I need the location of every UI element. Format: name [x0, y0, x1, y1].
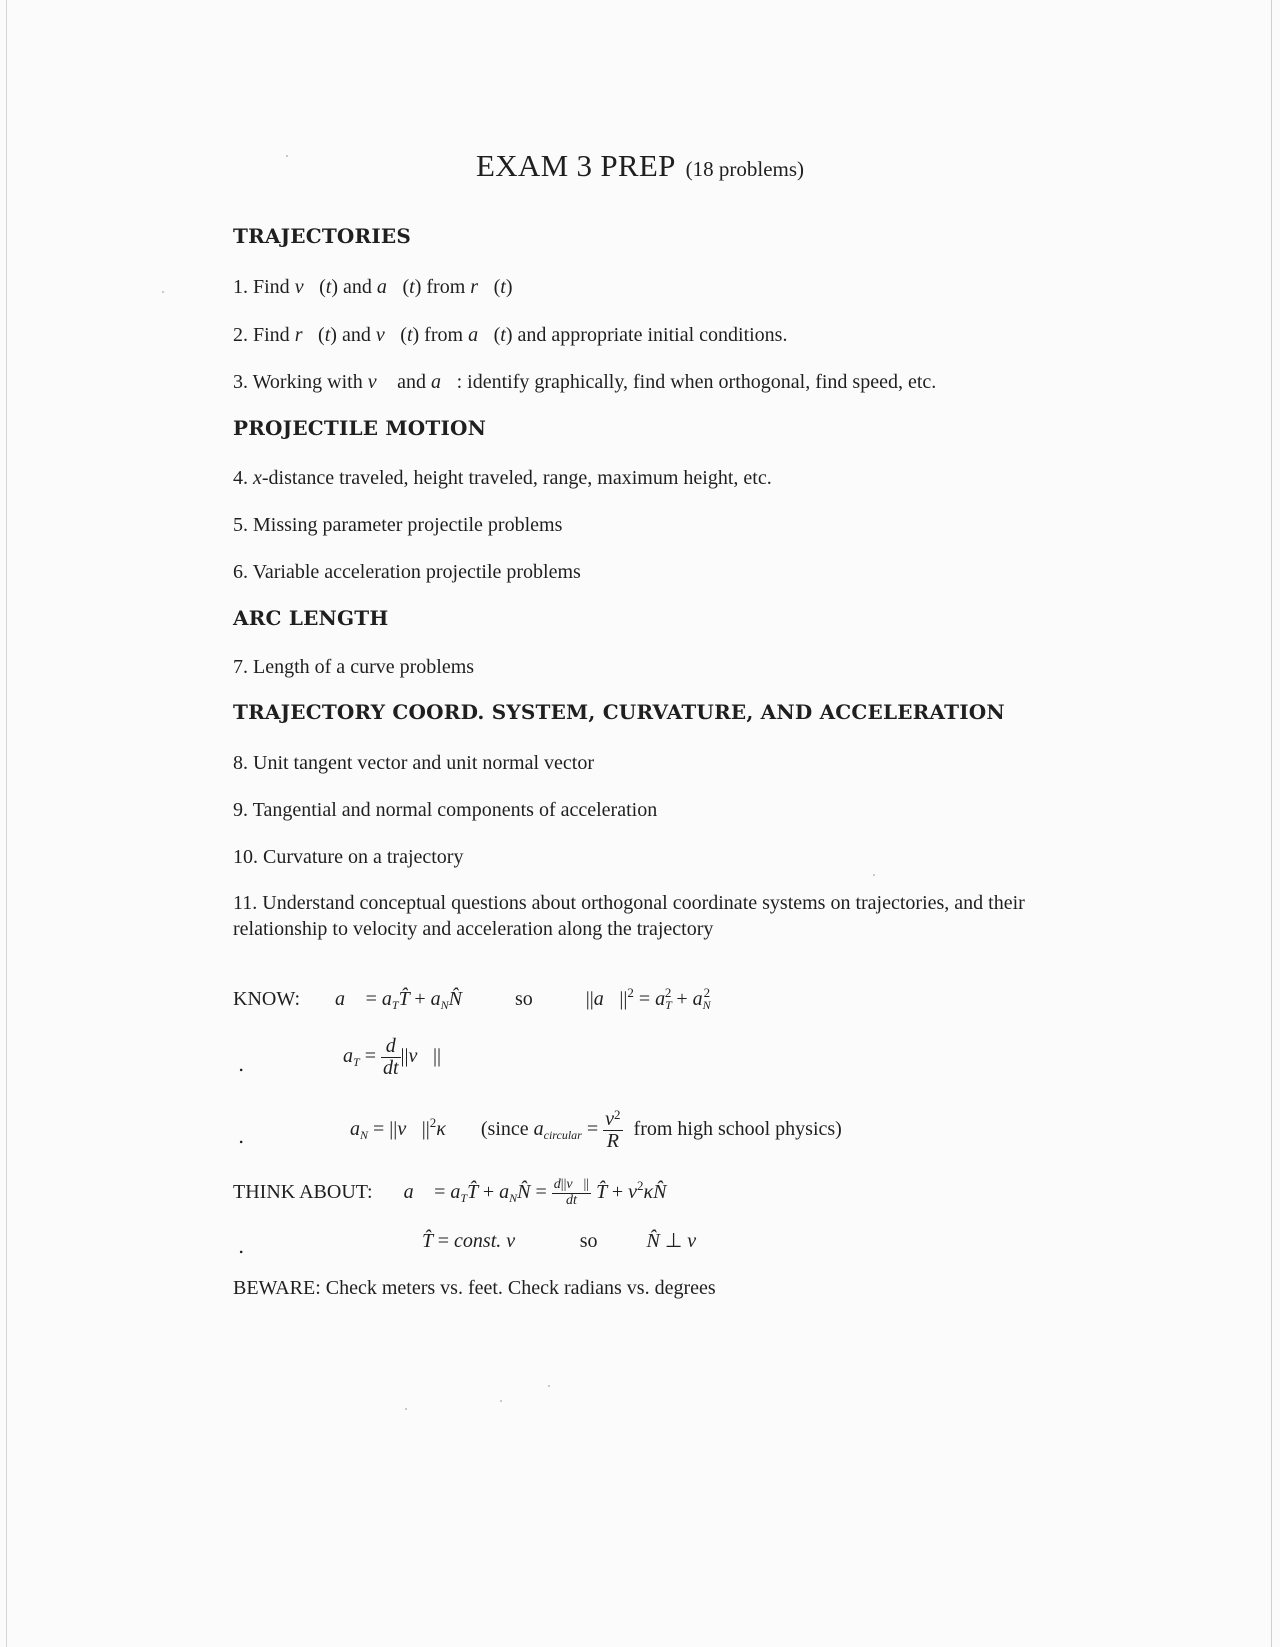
heading-arc-length: ARC LENGTH: [233, 606, 389, 630]
know-line-1: KNOW: a⃗ = $a_TT̂$ + $a_NN̂$ so $||a⃗||^2 = a_T^2 + a_N^2$: [233, 985, 711, 1012]
accel-decomposition: a⃗ = $a_TT̂$ + $a_NN̂$: [335, 988, 462, 1012]
heading-coord-system: TRAJECTORY COORD. SYSTEM, CURVATURE, AND ACCELERATION: [233, 700, 1005, 724]
item-10: 10. Curvature on a trajectory: [233, 846, 464, 868]
item-5: 5. Missing parameter projectile problems: [233, 514, 563, 536]
know-line-3: $a_N$ = $||v⃗||^2\kappa$ (since $a_{circular}$ = $\frac{v^2}{R}$ from high school physics): [350, 1107, 842, 1152]
bullet-dot: .: [238, 1124, 245, 1148]
know-line-2: $a_T$ = $\frac{d}{dt}$ ||v⃗||: [343, 1035, 441, 1079]
know-label: KNOW:: [233, 988, 301, 1010]
title-note: (18 problems): [685, 157, 805, 181]
bullet-dot: .: [238, 1234, 245, 1258]
d-speed-dt-fraction: $\frac{d||v⃗||}{dt}$: [553, 1177, 590, 1208]
d-dt-fraction: $\frac{d}{dt}$: [382, 1035, 399, 1079]
scan-speck: [548, 1385, 550, 1387]
item-1: 1. Find v⃗(t) and a⃗(t) from r⃗(t): [233, 276, 513, 298]
item-6: 6. Variable acceleration projectile problems: [233, 561, 581, 583]
scan-edge-right: [1271, 0, 1272, 1647]
item-8: 8. Unit tangent vector and unit normal vector: [233, 752, 595, 774]
item-7: 7. Length of a curve problems: [233, 656, 475, 678]
think-label: THINK ABOUT:: [233, 1181, 373, 1203]
title-text: EXAM 3 PREP: [475, 148, 676, 183]
scan-speck: [405, 1408, 407, 1410]
scan-edge-left: [6, 0, 7, 1647]
scan-speck: [162, 291, 164, 293]
item-9: 9. Tangential and normal components of acceleration: [233, 799, 658, 821]
heading-projectile-motion: PROJECTILE MOTION: [233, 416, 487, 440]
page-title: [0, 148, 1280, 184]
scan-speck: [500, 1400, 502, 1402]
think-line-2: T̂ = const. v⃗ so N̂ ⊥ v⃗: [422, 1230, 712, 1252]
beware-line: BEWARE: Check meters vs. feet. Check radians vs. degrees: [233, 1277, 716, 1299]
item-4: 4. x-distance traveled, height traveled, range, maximum height, etc.: [233, 467, 772, 489]
heading-trajectories: TRAJECTORIES: [233, 224, 412, 248]
think-line-1: THINK ABOUT: a⃗ = $a_TT̂$ + $a_NN̂$ = $\frac{d||v⃗||}{dt}$ T̂ + $v^2\kappa N̂$: [233, 1177, 667, 1208]
item-11: 11. Understand conceptual questions about orthogonal coordinate systems on trajectories, and their relationship to velocity and acceleration along the trajectory: [233, 892, 1025, 940]
item-2: 2. Find r⃗(t) and v⃗(t) from a⃗(t) and appropriate initial conditions.: [233, 324, 788, 346]
scan-speck: [873, 874, 875, 876]
item-3: 3. Working with v⃗ and a⃗: identify graphically, find when orthogonal, find speed, etc.: [233, 371, 937, 393]
bullet-dot: .: [238, 1052, 245, 1076]
accel-magnitude: $||a⃗||^2 = a_T^2 + a_N^2$: [585, 985, 711, 1012]
scan-speck: [286, 155, 288, 157]
v2-over-R-fraction: $\frac{v^2}{R}$: [605, 1107, 621, 1152]
